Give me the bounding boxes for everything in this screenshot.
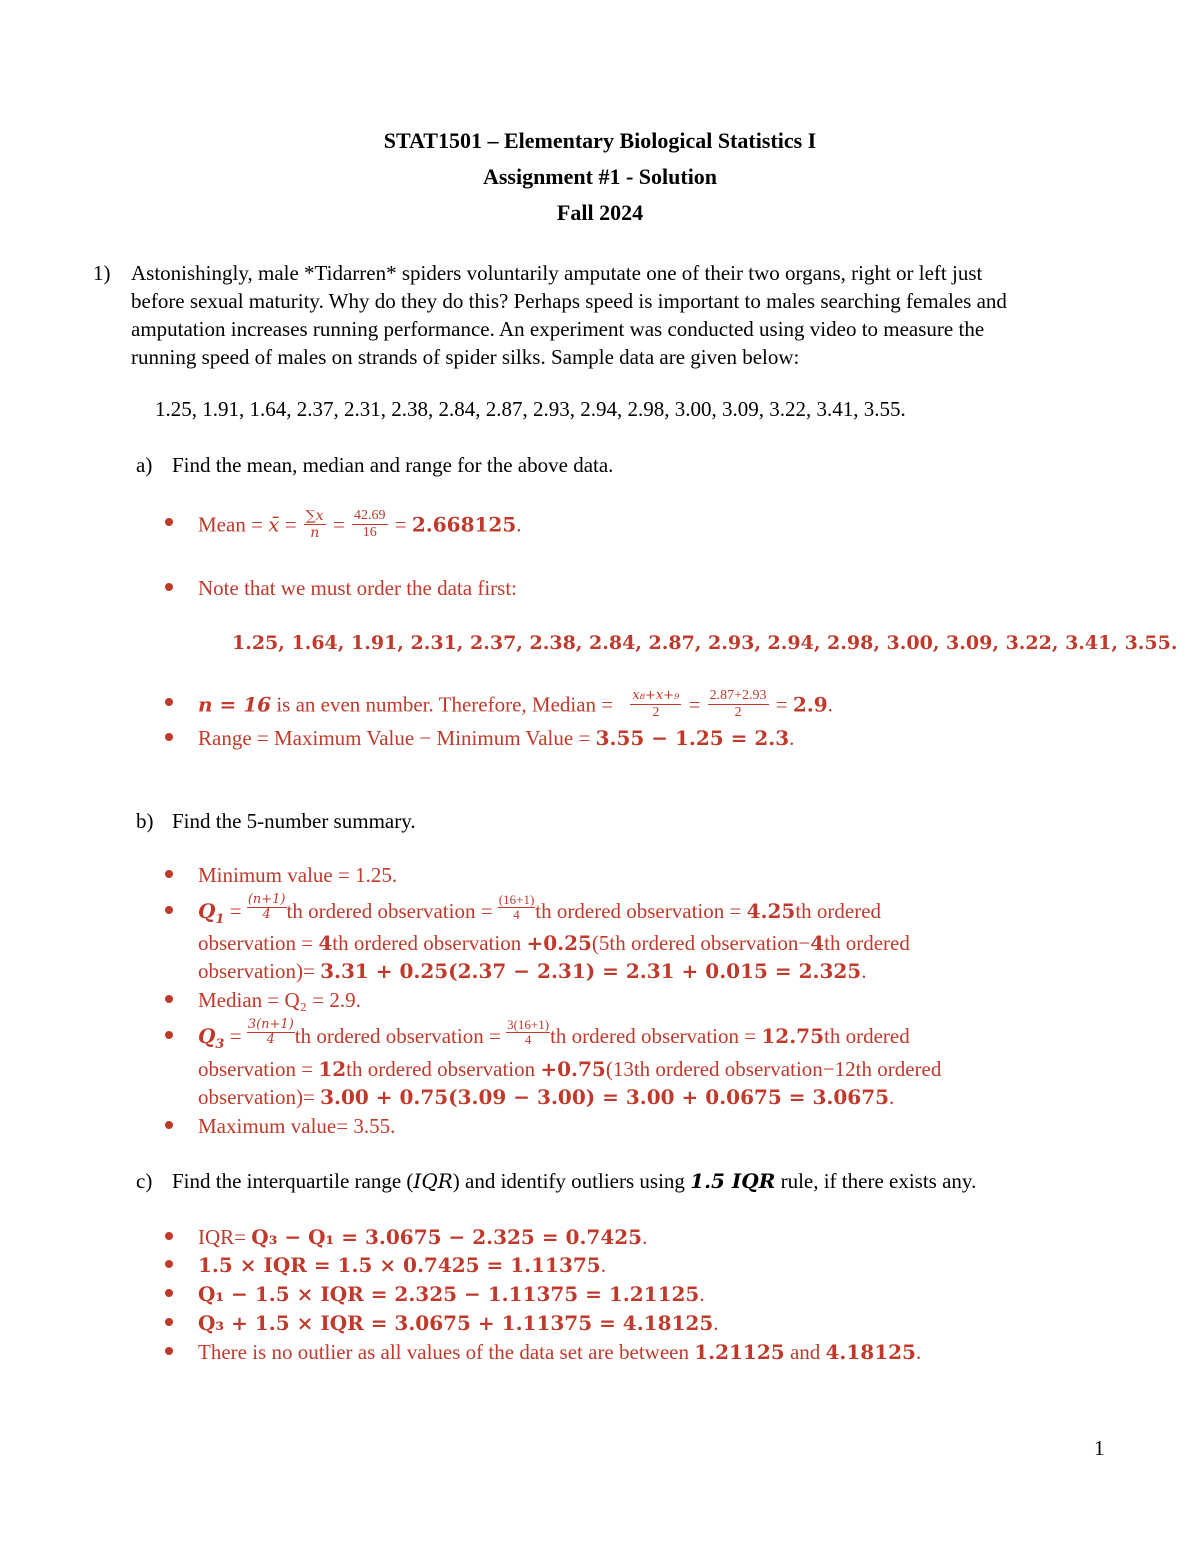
q1-text-3: th ordered <box>795 899 882 923</box>
range-calc: 3.55 − 1.25 = 2.3 <box>595 726 790 750</box>
question-line-4: running speed of males on strands of spider silks. Sample data are given below: <box>131 345 800 369</box>
ordered-data: 1.25, 1.64, 1.91, 2.31, 2.37, 2.38, 2.84, 2.87, 2.93, 2.94, 2.98, 3.00, 3.09, 3.22, 3.41, 3.55. <box>232 632 1178 654</box>
q1-fraction-1: $\frac{(n+1)}{4}$ <box>247 891 286 922</box>
iqr-line: IQR= Q₃ − Q₁ = 3.0675 − 2.325 = 0.7425. <box>198 1225 648 1249</box>
mean-xbar: x̄ <box>268 512 280 537</box>
bullet <box>165 1031 173 1039</box>
bullet <box>165 870 173 878</box>
mean-line: Mean = x̄ = $\frac{\sum x}{n}$ = $\frac{42.69}{16}$ = 2.668125. <box>198 508 522 541</box>
q3-text-2: th ordered observation = <box>550 1024 762 1048</box>
q1-line-3: observation)= 3.31 + 0.25(2.37 − 2.31) = 2.31 + 0.015 = 2.325. <box>198 959 867 983</box>
value-fraction: $\frac{42.69}{16}$ <box>354 508 386 540</box>
median-text: is an even number. Therefore, Median = <box>271 692 619 717</box>
median-fraction-1: $\frac{\text{x₈+x+₉}}{2}$ <box>632 688 680 720</box>
part-c-prompt: Find the interquartile range (IQR) and identify outliers using 1.5 IQR rule, if there exists any. <box>172 1169 977 1193</box>
part-a-prompt: Find the mean, median and range for the above data. <box>172 453 614 477</box>
question-line-1: Astonishingly, male *Tidarren* spiders voluntarily amputate one of their two organs, right or left just <box>131 261 983 285</box>
range-line: Range = Maximum Value − Minimum Value = 3.55 − 1.25 = 2.3. <box>198 726 795 750</box>
q3-symbol: $Q_3$ <box>198 1024 225 1052</box>
bullet <box>165 518 173 526</box>
part-c-label: c) <box>136 1169 153 1193</box>
page-number: 1 <box>1094 1436 1105 1460</box>
q3-line-2: observation = 12th ordered observation +0.75(13th ordered observation−12th ordered <box>198 1057 942 1081</box>
bullet <box>165 906 173 914</box>
q3-fraction-1: $\frac{3(n+1)}{4}$ <box>247 1016 294 1047</box>
maximum-value: Maximum value= 3.55. <box>198 1114 396 1138</box>
minimum-value: Minimum value = 1.25. <box>198 863 398 887</box>
q1-text-2: th ordered observation = <box>535 899 747 923</box>
mean-lead: Mean = <box>198 512 269 537</box>
median-q2: Median = Q₂ = 2.9. <box>198 988 361 1012</box>
q3-line-3: observation)= 3.00 + 0.75(3.09 − 3.00) = 3.00 + 0.0675 = 3.0675. <box>198 1085 895 1109</box>
median-fraction-2: $\frac{2.87+2.93}{2}$ <box>709 688 767 720</box>
term-title: Fall 2024 <box>556 200 644 225</box>
question-line-2: before sexual maturity. Why do they do this? Perhaps speed is important to males searching females and <box>131 289 1007 313</box>
bullet <box>165 583 173 591</box>
bullet <box>165 1347 173 1355</box>
q1-fraction-2: $\frac{(16+1)}{4}$ <box>498 891 535 922</box>
lower-fence-line: Q₁ − 1.5 × IQR = 2.325 − 1.11375 = 1.21125. <box>198 1282 705 1306</box>
conclusion-line: There is no outlier as all values of the data set are between 1.21125 and 4.18125. <box>198 1340 922 1364</box>
q1-value: 4.25 <box>746 899 796 923</box>
median-n: n = 16 <box>198 692 272 717</box>
question-line-3: amputation increases running performance. An experiment was conducted using video to measure the <box>131 317 985 341</box>
q3-fraction-2: $\frac{3(16+1)}{4}$ <box>507 1016 550 1047</box>
bullet <box>165 995 173 1003</box>
median-result: 2.9 <box>792 692 828 717</box>
assignment-title: Assignment #1 - Solution <box>482 164 718 189</box>
part-b-label: b) <box>136 809 154 833</box>
mean-result: 2.668125 <box>411 512 517 537</box>
q1-text-1: th ordered observation = <box>286 899 498 923</box>
bullet <box>165 1232 173 1240</box>
bullet <box>165 1260 173 1268</box>
order-note: Note that we must order the data first: <box>198 576 517 600</box>
course-title: STAT1501 – Elementary Biological Statistics I <box>383 128 817 153</box>
median-line: n = 16 is an even number. Therefore, Median = $\frac{\text{x₈+x+₉}}{2}$ = $\frac{2.87+2.93}{2}$ = 2.9. <box>198 688 833 720</box>
part-b-prompt: Find the 5-number summary. <box>172 809 416 833</box>
q1-line-2: observation = 4th ordered observation +0.25(5th ordered observation−4th ordered <box>198 931 910 955</box>
range-text: Range = Maximum Value − Minimum Value = <box>198 726 596 750</box>
bullet <box>165 1121 173 1129</box>
bullet <box>165 733 173 741</box>
q3-value: 12.75 <box>761 1024 824 1048</box>
q3-line-1: $Q_3$ = $\frac{3(n+1)}{4}$ th ordered observation = $\frac{3(16+1)}{4}$ th ordered observation = 12.75th ordered <box>198 1016 910 1052</box>
upper-fence-line: Q₃ + 1.5 × IQR = 3.0675 + 1.11375 = 4.18125. <box>198 1311 719 1335</box>
q3-text-1: th ordered observation = <box>294 1024 507 1048</box>
bullet <box>165 698 173 706</box>
sum-fraction: $\frac{\sum x}{n}$ <box>305 508 324 541</box>
bullet <box>165 1318 173 1326</box>
q1-line-1: $Q_1$ = $\frac{(n+1)}{4}$ th ordered observation = $\frac{(16+1)}{4}$ th ordered observation = 4.25th ordered <box>198 891 882 927</box>
q1-symbol: $Q_1$ <box>198 899 225 927</box>
q3-text-3: th ordered <box>824 1024 910 1048</box>
iqr-multiple-line: 1.5 × IQR = 1.5 × 0.7425 = 1.11375. <box>198 1253 606 1277</box>
part-a-label: a) <box>136 453 153 477</box>
question-number: 1) <box>93 261 111 285</box>
sample-data: 1.25, 1.91, 1.64, 2.37, 2.31, 2.38, 2.84, 2.87, 2.93, 2.94, 2.98, 3.00, 3.09, 3.22, 3.41, 3.55. <box>155 397 906 421</box>
bullet <box>165 1289 173 1297</box>
